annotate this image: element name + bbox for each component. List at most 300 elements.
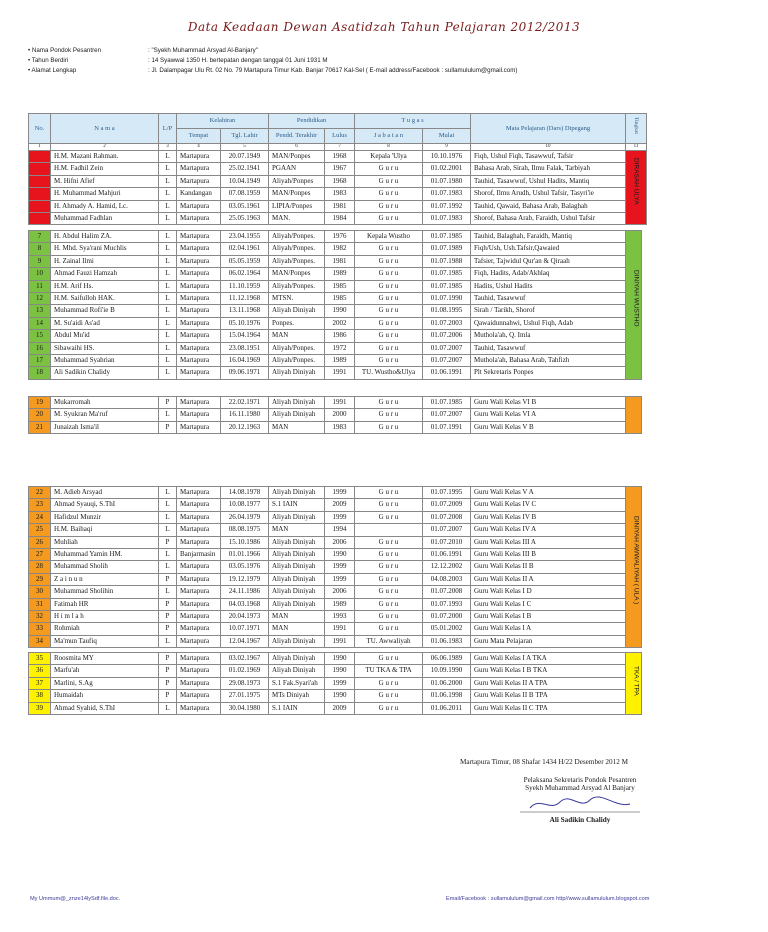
table-cell: 10.08.1977 <box>221 499 269 511</box>
table-row <box>29 499 642 511</box>
table-cell: Martapura <box>177 623 221 635</box>
table-cell: G u r u <box>355 511 423 523</box>
table-cell: Guru Wali Kelas I B <box>471 611 626 623</box>
table-cell: L <box>159 342 177 354</box>
table-cell: 01.07.2007 <box>423 409 471 421</box>
table-cell: 12 <box>29 293 51 305</box>
table-cell: Marlini, S.Ag <box>51 677 159 689</box>
table-cell: Aliyah Diniyah <box>269 549 325 561</box>
table-cell: Muhammad Yamin HM. <box>51 549 159 561</box>
table-cell: 01.02.1969 <box>221 665 269 677</box>
level-label-text: DINIYAH WUSTHO <box>632 270 640 327</box>
table-cell: Ahmad Syahid, S.ThI <box>51 702 159 714</box>
table-cell: MAN <box>269 611 325 623</box>
table-cell: 1990 <box>325 305 355 317</box>
table-cell: L <box>159 511 177 523</box>
table-cell: Abdul Mu'id <box>51 330 159 342</box>
table-cell: 01.07.2007 <box>423 524 471 536</box>
table-cell: H. Ahmady A. Hamid, Lc. <box>51 200 159 212</box>
table-cell: P <box>159 611 177 623</box>
table-cell: 01.07.1985 <box>423 268 471 280</box>
table-cell: 1999 <box>325 511 355 523</box>
table-cell: 03.02.1967 <box>221 653 269 665</box>
table-row <box>29 280 642 292</box>
table-cell: 01.07.1990 <box>423 293 471 305</box>
table-cell: Martapura <box>177 243 221 255</box>
table-row <box>29 635 642 647</box>
table-cell: 05.01.2002 <box>423 623 471 635</box>
table-row <box>29 397 642 409</box>
table-cell: 13.11.1968 <box>221 305 269 317</box>
info-row <box>28 46 517 56</box>
table-row <box>29 549 642 561</box>
table-cell: Martapura <box>177 151 221 163</box>
table-row <box>29 355 642 367</box>
table-cell: Ahmad Syauqi, S.ThI <box>51 499 159 511</box>
table-cell: Aliyah/Ponpes. <box>269 355 325 367</box>
table-row <box>29 586 642 598</box>
table-cell <box>355 524 423 536</box>
table-cell: Shorof, Ilmu Arudh, Ushul Tafsir, Tasyri'ie <box>471 188 626 200</box>
table-cell: 01.07.1988 <box>423 255 471 267</box>
table-cell: MAN <box>269 330 325 342</box>
table-cell: 26.04.1979 <box>221 511 269 523</box>
table-cell: G u r u <box>355 175 423 187</box>
table-cell: 04.03.1968 <box>221 598 269 610</box>
table-cell: Aliyah Diniyah <box>269 598 325 610</box>
table-cell: G u r u <box>355 397 423 409</box>
table-cell: L <box>159 367 177 379</box>
table-cell: L <box>159 487 177 499</box>
table-cell: 01.07.2009 <box>423 499 471 511</box>
table-cell: Shorof, Bahasa Arab, Faraidh, Ushul Tafsir <box>471 213 626 225</box>
table-cell: Martapura <box>177 702 221 714</box>
table-cell: 2006 <box>325 586 355 598</box>
table-cell: 36 <box>29 665 51 677</box>
table-row <box>29 653 642 665</box>
table-cell: L <box>159 355 177 367</box>
table-cell: M. Adieb Arsyad <box>51 487 159 499</box>
table-cell: 1989 <box>325 355 355 367</box>
table-row <box>29 487 642 499</box>
table-cell: 01.07.2008 <box>423 511 471 523</box>
info-value: : Jl. Dalampagar Ulu Rt. 02 No. 79 Martapura Timur Kab. Banjar 70617 Kal-Sel ( E-mail address/Facebook : sullamululum@gmail.com) <box>148 66 518 74</box>
column-number: 10 <box>471 144 626 151</box>
table-cell: 1984 <box>325 213 355 225</box>
table-cell: Guru Wali Kelas I A <box>471 623 626 635</box>
table-cell: G u r u <box>355 549 423 561</box>
table-cell: 1985 <box>325 293 355 305</box>
table-cell: 11.12.1968 <box>221 293 269 305</box>
table-cell: Plt Sekretaris Ponpes <box>471 367 626 379</box>
table-cell: Martapura <box>177 690 221 702</box>
table-cell: Sibawaihi HS. <box>51 342 159 354</box>
table-row <box>29 255 642 267</box>
info-value: : 14 Syawwal 1350 H. bertepatan dengan tanggal 01 Juni 1931 M <box>148 57 328 65</box>
table-row <box>29 293 642 305</box>
table-cell: 01.07.2007 <box>423 342 471 354</box>
table-cell: Martapura <box>177 163 221 175</box>
table-cell: Guru Wali Kelas IV B <box>471 511 626 523</box>
table-cell: Aliyah/Ponpes. <box>269 255 325 267</box>
table-cell: Kepala Wustho <box>355 231 423 243</box>
column-number: 9 <box>423 144 471 151</box>
table-cell: 01.07.1985 <box>423 280 471 292</box>
table-cell: Martapura <box>177 342 221 354</box>
table-cell: M. Su'aidi As'ad <box>51 317 159 329</box>
column-number: 1 <box>29 144 51 151</box>
table-cell: Aliyah Diniyah <box>269 586 325 598</box>
table-cell: 20.12.1963 <box>221 421 269 433</box>
table-cell: 1981 <box>325 200 355 212</box>
table-row <box>29 524 642 536</box>
table-cell: 01.07.1992 <box>423 200 471 212</box>
table-row <box>29 243 642 255</box>
table-cell: L <box>159 305 177 317</box>
table-cell: 24.11.1986 <box>221 586 269 598</box>
table-cell: 13 <box>29 305 51 317</box>
table-cell: Z a i n u n <box>51 573 159 585</box>
table-cell: Martapura <box>177 175 221 187</box>
table-cell: L <box>159 163 177 175</box>
table-row <box>29 151 647 163</box>
table-cell: L <box>159 175 177 187</box>
table-cell: Tauhid, Qawaid, Bahasa Arab, Balaghah <box>471 200 626 212</box>
header-jabatan: J a b a t a n <box>355 129 423 144</box>
table-row <box>29 623 642 635</box>
table-cell: 5 <box>29 200 51 212</box>
table-cell: G u r u <box>355 573 423 585</box>
table-cell: 14 <box>29 317 51 329</box>
header-level <box>626 114 647 144</box>
table-cell: Fiqh/Ush, Ush.Tafsir,Qawaied <box>471 243 626 255</box>
table-cell: 06.06.1989 <box>423 653 471 665</box>
table-cell: 05.10.1976 <box>221 317 269 329</box>
table-cell: Muhammad Syahrian <box>51 355 159 367</box>
table-cell: Aliyah Diniyah <box>269 409 325 421</box>
table-cell: 1994 <box>325 524 355 536</box>
table-row <box>29 702 642 714</box>
table-cell: 01.07.1993 <box>423 598 471 610</box>
table-cell: Martapura <box>177 611 221 623</box>
table-cell: L <box>159 255 177 267</box>
table-cell: G u r u <box>355 586 423 598</box>
table-cell: H. Mhd. Sya'rani Muchlis <box>51 243 159 255</box>
table-cell: P <box>159 677 177 689</box>
header-name: N a m a <box>51 114 159 144</box>
table-cell: 28 <box>29 561 51 573</box>
table-cell: L <box>159 293 177 305</box>
table-cell: Martapura <box>177 397 221 409</box>
table-cell: 01.06.1991 <box>423 549 471 561</box>
info-label: • Tahun Berdiri <box>28 57 69 65</box>
table-cell: 05.05.1959 <box>221 255 269 267</box>
table-cell: TU. Awwaliyah <box>355 635 423 647</box>
table-cell: 01.07.1983 <box>423 188 471 200</box>
table-cell: P <box>159 665 177 677</box>
info-label: • Nama Pondok Pesantren <box>28 47 102 55</box>
teacher-table-red <box>28 113 647 225</box>
table-cell: 15.10.1986 <box>221 536 269 548</box>
table-cell: 1985 <box>325 280 355 292</box>
column-number: 8 <box>355 144 423 151</box>
table-cell: 1999 <box>325 561 355 573</box>
table-cell: 1968 <box>325 175 355 187</box>
table-cell: P <box>159 623 177 635</box>
table-cell: P <box>159 421 177 433</box>
table-row <box>29 305 642 317</box>
header-education: Pendidikan <box>269 114 355 129</box>
table-cell: 01.07.2000 <box>423 611 471 623</box>
table-cell: Martapura <box>177 280 221 292</box>
table-cell: Muhliah <box>51 536 159 548</box>
table-row <box>29 342 642 354</box>
table-cell: Muthola'ah, Q. Imla <box>471 330 626 342</box>
table-cell: Martapura <box>177 421 221 433</box>
table-cell: 1989 <box>325 268 355 280</box>
header-mulai: Mulai <box>423 129 471 144</box>
table-cell: Aliyah/Ponpes. <box>269 280 325 292</box>
table-cell: 30 <box>29 586 51 598</box>
table-cell: G u r u <box>355 409 423 421</box>
table-cell: Banjarmasin <box>177 549 221 561</box>
table-cell: Ponpes. <box>269 317 325 329</box>
table-cell: L <box>159 280 177 292</box>
table-cell: 02.04.1961 <box>221 243 269 255</box>
table-cell: G u r u <box>355 499 423 511</box>
table-cell: MAN/Ponpes <box>269 268 325 280</box>
table-cell: M. Hifni Afief <box>51 175 159 187</box>
table-cell: Martapura <box>177 213 221 225</box>
table-cell: 23.04.1955 <box>221 231 269 243</box>
institution-info <box>28 46 517 75</box>
table-cell: 03.05.1976 <box>221 561 269 573</box>
table-cell: G u r u <box>355 355 423 367</box>
column-number: 3 <box>159 144 177 151</box>
table-cell: H.M. Fadhil Zein <box>51 163 159 175</box>
table-cell: 10 <box>29 268 51 280</box>
table-cell: L <box>159 499 177 511</box>
table-cell: 16.11.1980 <box>221 409 269 421</box>
table-cell: L <box>159 549 177 561</box>
table-row <box>29 330 642 342</box>
table-cell: Aliyah Diniyah <box>269 561 325 573</box>
table-cell: Martapura <box>177 524 221 536</box>
footer-right: Email/Facebook : sullamululum@gmail.com http//www.sullamululum.blogspot.com <box>446 896 650 902</box>
table-cell: MTSN. <box>269 293 325 305</box>
table-cell: Muhammad Fadhlan <box>51 213 159 225</box>
footer-left: My Ummum@_znze14lySdf.file.doc. <box>30 896 121 902</box>
table-cell: 1968 <box>325 151 355 163</box>
table-cell: G u r u <box>355 280 423 292</box>
table-cell: G u r u <box>355 243 423 255</box>
table-row <box>29 213 647 225</box>
table-cell: Martapura <box>177 635 221 647</box>
table-cell: 09.06.1971 <box>221 367 269 379</box>
table-cell: 2006 <box>325 536 355 548</box>
table-cell: 4 <box>29 188 51 200</box>
table-cell: 1990 <box>325 549 355 561</box>
table-cell: Guru Wali Kelas III A <box>471 536 626 548</box>
table-cell: G u r u <box>355 305 423 317</box>
table-cell: G u r u <box>355 188 423 200</box>
table-cell: Martapura <box>177 305 221 317</box>
table-row <box>29 188 647 200</box>
column-number: 11 <box>626 144 647 151</box>
table-cell: Tauhid, Tasawwuf <box>471 342 626 354</box>
table-cell: Muhammad Sholihin <box>51 586 159 598</box>
table-cell: L <box>159 268 177 280</box>
table-cell: Aliyah Diniyah <box>269 487 325 499</box>
table-cell: 01.06.1991 <box>423 367 471 379</box>
table-cell: H i m l a h <box>51 611 159 623</box>
table-cell: S.1 Fak.Syari'ah <box>269 677 325 689</box>
table-cell: 21 <box>29 421 51 433</box>
table-cell: Martapura <box>177 355 221 367</box>
table-cell: Qawaidunnahwi, Ushul Fiqh, Adab <box>471 317 626 329</box>
table-cell: Martapura <box>177 200 221 212</box>
table-cell: Guru Wali Kelas I B TKA <box>471 665 626 677</box>
table-cell: 38 <box>29 690 51 702</box>
table-cell: 22 <box>29 487 51 499</box>
table-cell: Martapura <box>177 231 221 243</box>
column-number: 6 <box>269 144 325 151</box>
table-cell: 31 <box>29 598 51 610</box>
table-cell: Fiqh, Hadits, Adab/Akhlaq <box>471 268 626 280</box>
table-cell: 29 <box>29 573 51 585</box>
table-cell: Martapura <box>177 499 221 511</box>
table-row <box>29 598 642 610</box>
table-cell: 1999 <box>325 677 355 689</box>
table-cell: Martapura <box>177 586 221 598</box>
table-cell: 32 <box>29 611 51 623</box>
table-cell: 1981 <box>325 255 355 267</box>
table-cell: L <box>159 524 177 536</box>
table-cell: G u r u <box>355 293 423 305</box>
table-cell: 01.06.2000 <box>423 677 471 689</box>
teacher-table-orange <box>28 486 642 648</box>
table-cell: G u r u <box>355 487 423 499</box>
table-cell: Ahmad Fauzi Hamzah <box>51 268 159 280</box>
table-cell: G u r u <box>355 421 423 433</box>
table-cell: G u r u <box>355 598 423 610</box>
table-cell: 1 <box>29 151 51 163</box>
table-cell: 1990 <box>325 653 355 665</box>
table-cell: 01.06.1998 <box>423 690 471 702</box>
table-row <box>29 163 647 175</box>
page-title: Data Keadaan Dewan Asatidzah Tahun Pelajaran 2012/2013 <box>187 20 581 34</box>
table-cell: G u r u <box>355 536 423 548</box>
table-cell: 23 <box>29 499 51 511</box>
table-cell: Guru Wali Kelas IV C <box>471 499 626 511</box>
table-cell: 15 <box>29 330 51 342</box>
table-cell: 1989 <box>325 598 355 610</box>
table-cell: 25 <box>29 524 51 536</box>
table-cell: S.1 IAIN <box>269 499 325 511</box>
table-row <box>29 268 642 280</box>
table-cell: 14.08.1978 <box>221 487 269 499</box>
table-cell: 27 <box>29 549 51 561</box>
table-cell: 1983 <box>325 188 355 200</box>
table-row <box>29 175 647 187</box>
table-row <box>29 665 642 677</box>
table-cell: M. Syukran Ma'ruf <box>51 409 159 421</box>
signature-institution: Syekh Muhammad Arsyad Al Banjary <box>525 784 635 792</box>
table-cell: 1990 <box>325 690 355 702</box>
table-cell: Guru Wali Kelas I C <box>471 598 626 610</box>
table-cell: 01.07.2006 <box>423 330 471 342</box>
table-cell: Humaidah <box>51 690 159 702</box>
table-row <box>29 231 642 243</box>
table-cell: Guru Wali Kelas I D <box>471 586 626 598</box>
table-row <box>29 421 642 433</box>
table-row <box>29 536 642 548</box>
table-cell: 2009 <box>325 702 355 714</box>
table-cell: L <box>159 231 177 243</box>
table-cell: Tauhid, Tasawwuf <box>471 293 626 305</box>
table-cell: Martapura <box>177 677 221 689</box>
table-cell: 1990 <box>325 665 355 677</box>
table-cell: P <box>159 653 177 665</box>
table-cell: 08.08.1975 <box>221 524 269 536</box>
table-cell: 1991 <box>325 397 355 409</box>
table-cell: Martapura <box>177 409 221 421</box>
table-cell: Aliyah Diniyah <box>269 511 325 523</box>
table-cell: MAN <box>269 623 325 635</box>
table-cell: G u r u <box>355 163 423 175</box>
header-no: No. <box>29 114 51 144</box>
table-cell: Tauhid, Balaghah, Faraidh, Mantiq <box>471 231 626 243</box>
table-cell: 1986 <box>325 330 355 342</box>
teacher-table-yellow <box>28 652 642 715</box>
level-label <box>628 230 644 367</box>
header-tgl-lahir: Tgl. Lahir <box>221 129 269 144</box>
table-cell: Hafidzul Munzir <box>51 511 159 523</box>
table-cell: G u r u <box>355 653 423 665</box>
table-cell: P <box>159 598 177 610</box>
table-cell: P <box>159 573 177 585</box>
signature-name: Ali Sadikin Chalidy <box>549 816 611 824</box>
table-cell: Guru Wali Kelas IV A <box>471 524 626 536</box>
table-cell: MAN/Ponpes <box>269 188 325 200</box>
table-cell: Mukarromah <box>51 397 159 409</box>
table-cell: Roosmita MY <box>51 653 159 665</box>
table-row <box>29 677 642 689</box>
table-cell: 35 <box>29 653 51 665</box>
table-cell: 01.07.2003 <box>423 317 471 329</box>
table-cell: H. Zainal Ilmi <box>51 255 159 267</box>
table-cell: Martapura <box>177 653 221 665</box>
table-cell: Fatimah HR <box>51 598 159 610</box>
table-cell: 26 <box>29 536 51 548</box>
table-cell: Ali Sadikin Chalidy <box>51 367 159 379</box>
signature-block <box>430 758 730 824</box>
table-cell: PGAAN <box>269 163 325 175</box>
signature-date: Martapura Timur, 08 Shafar 1434 H/22 Desember 2012 M <box>460 758 628 766</box>
table-cell: 1999 <box>325 487 355 499</box>
table-cell: Martapura <box>177 536 221 548</box>
table-cell: 25.02.1941 <box>221 163 269 175</box>
column-number: 5 <box>221 144 269 151</box>
table-cell: Martapura <box>177 330 221 342</box>
table-row <box>29 561 642 573</box>
table-cell: Fiqh, Ushul Fiqh, Tasawwuf, Tafsir <box>471 151 626 163</box>
table-cell: G u r u <box>355 255 423 267</box>
table-cell: 07.08.1959 <box>221 188 269 200</box>
table-cell: 01.07.1995 <box>423 487 471 499</box>
table-cell: Hadits, Ushul Hadits <box>471 280 626 292</box>
info-label: • Alamat Lengkap <box>28 66 77 74</box>
